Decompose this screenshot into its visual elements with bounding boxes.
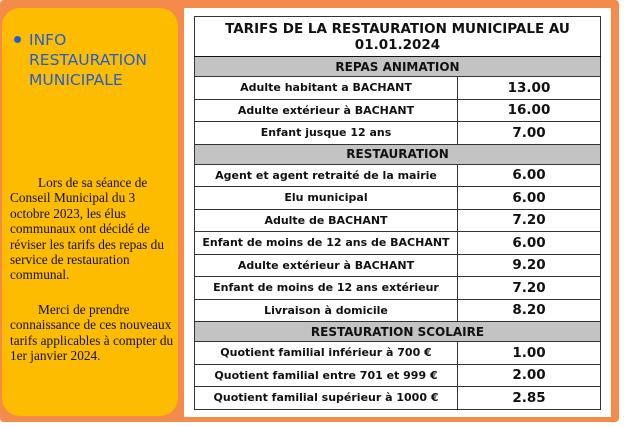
tariff-label: Adulte habitant a BACHANT — [195, 77, 458, 100]
tariff-price: 2.00 — [458, 364, 601, 387]
info-title-text: INFO RESTAURATION MUNICIPALE — [29, 31, 147, 89]
table-row — [195, 164, 601, 187]
table-row — [195, 232, 601, 255]
tariff-label: Elu municipal — [195, 187, 458, 210]
tariff-label: Adulte extérieur à BACHANT — [195, 99, 458, 122]
tariff-price: 6.00 — [458, 232, 601, 255]
tariff-price: 7.20 — [458, 277, 601, 300]
tariff-label: Quotient familial entre 701 et 999 € — [195, 364, 458, 387]
table-row — [195, 99, 601, 122]
tariff-price: 7.20 — [458, 209, 601, 232]
tariff-price: 9.20 — [458, 254, 601, 277]
tariff-sheet — [184, 8, 611, 417]
tariff-label: Adulte de BACHANT — [195, 209, 458, 232]
bullet-icon — [14, 36, 21, 43]
table-row — [195, 187, 601, 210]
tariff-price: 13.00 — [458, 77, 601, 100]
table-row — [195, 277, 601, 300]
tariff-price: 16.00 — [458, 99, 601, 122]
tariff-label: Enfant de moins de 12 ans extérieur — [195, 277, 458, 300]
table-row — [195, 299, 601, 322]
tariff-label: Quotient familial supérieur à 1000 € — [195, 387, 458, 410]
section-header: REPAS ANIMATION — [195, 57, 601, 77]
table-row — [195, 254, 601, 277]
table-row — [195, 387, 601, 410]
table-row — [195, 364, 601, 387]
tariff-label: Agent et agent retraité de la mairie — [195, 164, 458, 187]
tariff-price: 6.00 — [458, 187, 601, 210]
tariff-label: Adulte extérieur à BACHANT — [195, 254, 458, 277]
section-header: RESTAURATION SCOLAIRE — [195, 322, 601, 342]
tariff-price: 1.00 — [458, 342, 601, 365]
tariff-label: Enfant de moins de 12 ans de BACHANT — [195, 232, 458, 255]
tariff-price: 8.20 — [458, 299, 601, 322]
info-paragraph-1: Lors de sa séance de Conseil Municipal du 3 octobre 2023, les élus communaux ont décidé de réviser les tarifs des repas du service de restauration communal. — [10, 175, 164, 283]
tariff-label: Livraison à domicile — [195, 299, 458, 322]
table-row — [195, 342, 601, 365]
info-title — [14, 30, 174, 90]
table-row — [195, 77, 601, 100]
info-paragraph-2: Merci de prendre connaissance de ces nouveaux tarifs applicables à compter du 1er janvier 2024. — [10, 302, 174, 364]
tariff-price: 2.85 — [458, 387, 601, 410]
table-row — [195, 122, 601, 145]
tariff-label: Quotient familial inférieur à 700 € — [195, 342, 458, 365]
tariff-table — [194, 16, 601, 410]
table-title-row — [195, 17, 601, 57]
section-header-row — [195, 322, 601, 342]
tariff-price: 7.00 — [458, 122, 601, 145]
tariff-price: 6.00 — [458, 164, 601, 187]
table-row — [195, 209, 601, 232]
table-title: TARIFS DE LA RESTAURATION MUNICIPALE AU 01.01.2024 — [195, 17, 601, 57]
tariff-label: Enfant jusque 12 ans — [195, 122, 458, 145]
section-header: RESTAURATION — [195, 144, 601, 164]
section-header-row — [195, 57, 601, 77]
info-panel — [2, 8, 178, 416]
section-header-row — [195, 144, 601, 164]
